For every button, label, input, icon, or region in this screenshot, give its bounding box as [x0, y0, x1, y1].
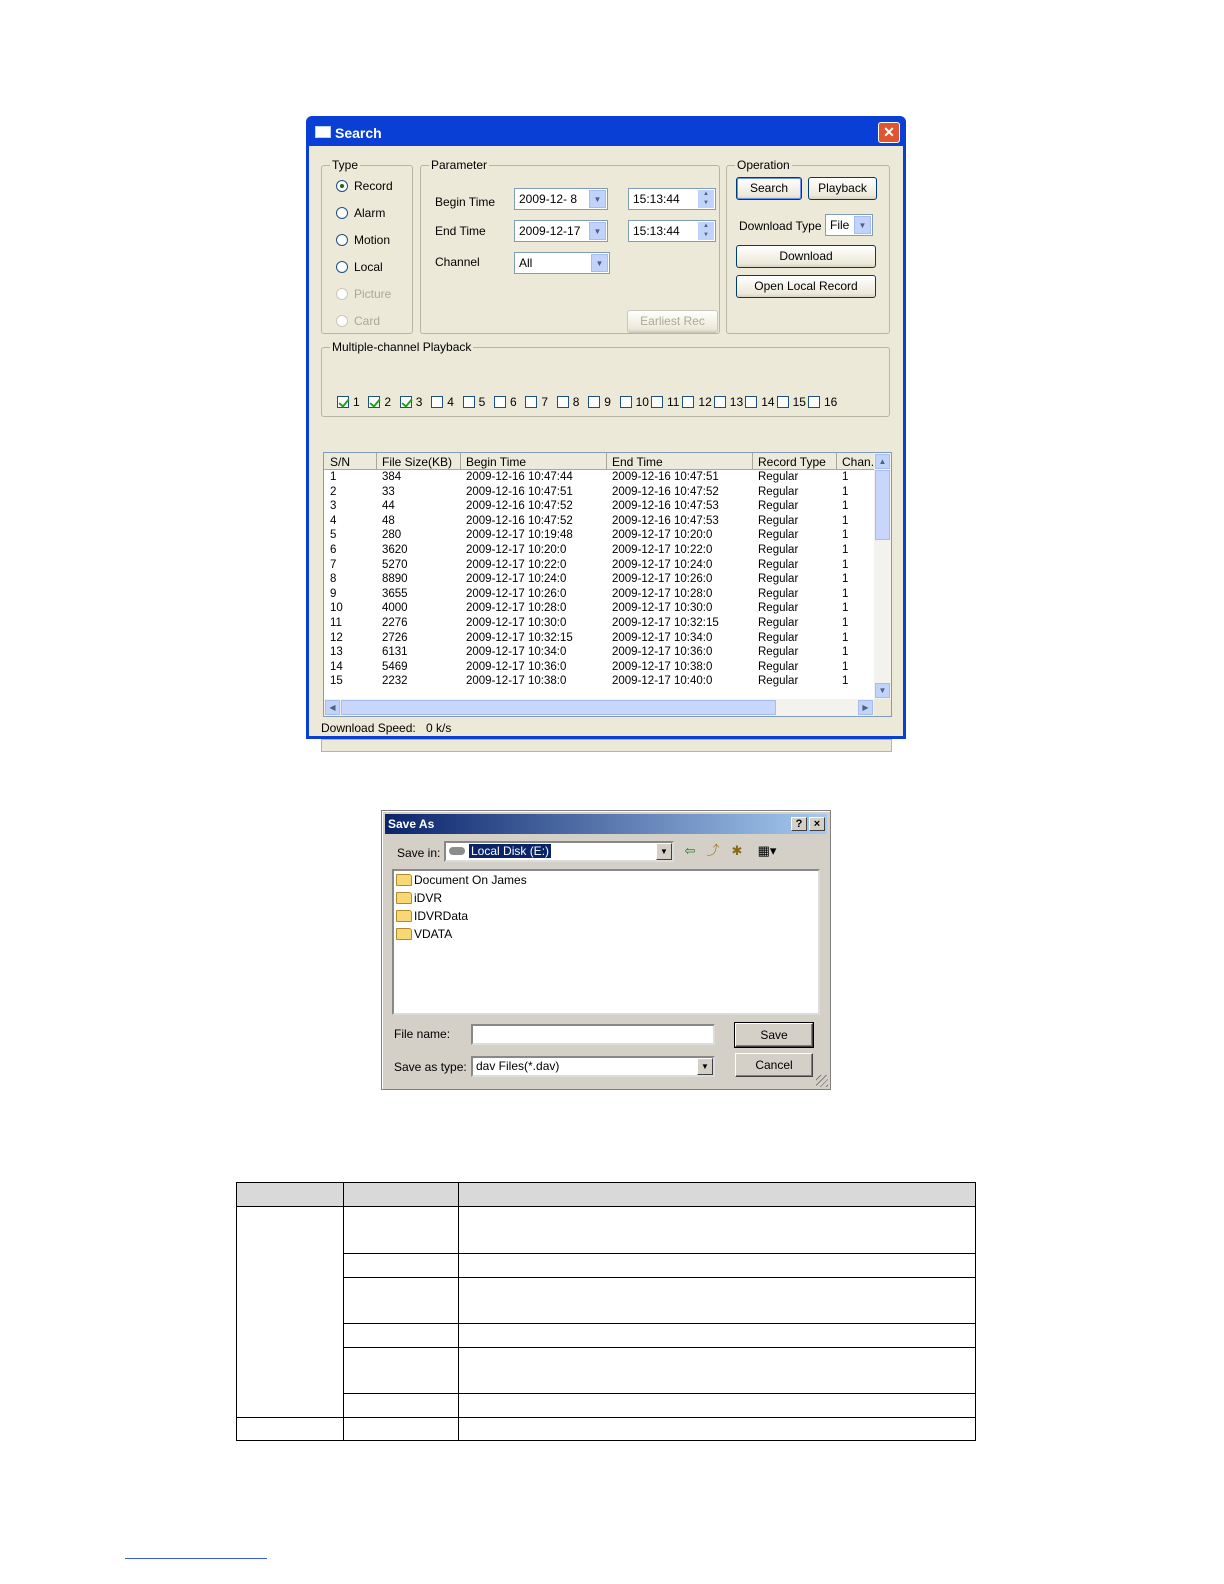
table-cell: Regular: [758, 675, 799, 688]
radio-button: [336, 315, 348, 327]
chevron-down-icon[interactable]: ▼: [656, 843, 672, 860]
channel-checkbox-item[interactable]: [808, 395, 837, 409]
radio-button[interactable]: [336, 234, 348, 246]
chevron-down-icon[interactable]: ▼: [697, 1058, 713, 1075]
multi-channel-playback-legend: Multiple-channel Playback: [332, 340, 472, 354]
end-date-value: 2009-12-17: [519, 224, 581, 238]
table-cell: 2009-12-17 10:38:0: [612, 660, 713, 673]
spin-down-icon[interactable]: ▼: [698, 231, 714, 240]
table-cell: 6131: [382, 646, 408, 659]
channel-checkbox-label: 2: [384, 395, 392, 409]
type-group-legend: Type: [332, 158, 359, 172]
type-option: [336, 287, 391, 301]
table-cell: 2276: [382, 616, 408, 629]
channel-checkbox-item[interactable]: [463, 395, 486, 409]
table-row[interactable]: [324, 528, 875, 543]
table-cell: 10: [330, 602, 343, 615]
end-date-combo[interactable]: [514, 220, 608, 242]
checkbox[interactable]: [588, 396, 600, 408]
table-cell: Regular: [758, 514, 799, 527]
table-row-divider: [343, 1347, 975, 1348]
table-cell: 5270: [382, 558, 408, 571]
type-option[interactable]: [336, 260, 383, 274]
table-cell: Regular: [758, 529, 799, 542]
table-cell: Regular: [758, 573, 799, 586]
table-cell: Regular: [758, 602, 799, 615]
table-cell: Regular: [758, 660, 799, 673]
table-cell: 2009-12-16 10:47:52: [612, 485, 719, 498]
chevron-down-icon[interactable]: ▼: [854, 216, 871, 234]
table-row-divider: [237, 1417, 975, 1418]
folder-icon: [396, 874, 412, 886]
channel-label: Channel: [435, 255, 480, 269]
table-row[interactable]: [324, 587, 875, 602]
folder-name: VDATA: [414, 927, 453, 941]
table-row-divider: [343, 1393, 975, 1394]
save-button[interactable]: Save: [735, 1023, 813, 1047]
save-as-dialog: [381, 810, 831, 1090]
search-title-bar: [309, 116, 903, 150]
table-cell: 1: [842, 675, 849, 688]
scroll-corner: [874, 699, 891, 716]
parameter-group-legend: Parameter: [431, 158, 488, 172]
table-row[interactable]: [324, 572, 875, 587]
table-cell: 2009-12-17 10:34:0: [466, 646, 567, 659]
channel-checkbox-item[interactable]: [494, 395, 517, 409]
table-row[interactable]: [324, 470, 875, 485]
scroll-thumb[interactable]: [875, 470, 890, 540]
begin-time-value: 15:13:44: [633, 192, 680, 206]
channel-checkbox-item[interactable]: [777, 395, 806, 409]
type-option[interactable]: [336, 206, 385, 220]
table-row[interactable]: [324, 601, 875, 616]
table-cell: 5: [330, 529, 337, 542]
download-type-value: File: [830, 218, 850, 232]
operation-group-legend: Operation: [737, 158, 790, 172]
help-icon[interactable]: ?: [791, 817, 807, 831]
table-cell: Regular: [758, 646, 799, 659]
table-cell: 2009-12-16 10:47:44: [466, 471, 573, 483]
table-cell: Regular: [758, 543, 799, 556]
spin-up-icon[interactable]: ▲: [698, 190, 714, 199]
channel-checkbox-item[interactable]: [400, 395, 423, 409]
table-cell: 5469: [382, 660, 408, 673]
checkbox[interactable]: [400, 396, 412, 408]
resize-grip-icon[interactable]: [816, 1075, 828, 1087]
table-cell: 2009-12-17 10:38:0: [466, 675, 567, 688]
download-type-combo[interactable]: [825, 214, 873, 236]
type-option: [336, 314, 380, 328]
table-cell: 8890: [382, 573, 408, 586]
channel-checkbox-label: 12: [698, 395, 712, 409]
table-cell: 1: [842, 529, 849, 542]
save-as-title: Save As: [388, 817, 435, 831]
table-cell: 384: [382, 471, 402, 483]
table-cell: Regular: [758, 485, 799, 498]
save-as-type-label: Save as type:: [394, 1060, 467, 1074]
table-row[interactable]: [324, 543, 875, 558]
channel-checkbox-item[interactable]: [588, 395, 611, 409]
channel-checkbox-label: 1: [353, 395, 360, 409]
table-row[interactable]: [324, 616, 875, 631]
column-header[interactable]: S/N: [330, 455, 351, 469]
channel-checkbox-label: 9: [604, 395, 611, 409]
table-cell: 1: [842, 514, 849, 527]
table-cell: 1: [842, 616, 849, 629]
table-cell: 1: [842, 660, 849, 673]
back-icon[interactable]: ⇦: [684, 843, 696, 858]
table-column-divider: [458, 1183, 459, 1440]
table-row[interactable]: [324, 558, 875, 573]
checkbox[interactable]: [525, 396, 537, 408]
radio-button[interactable]: [336, 207, 348, 219]
table-cell: 2232: [382, 675, 408, 688]
table-cell: 2009-12-17 10:20:0: [612, 529, 713, 542]
save-in-label: Save in:: [397, 846, 441, 860]
table-cell: 9: [330, 587, 337, 600]
save-as-type-combo[interactable]: [471, 1056, 715, 1077]
checkbox[interactable]: [620, 396, 632, 408]
table-cell: 4000: [382, 602, 408, 615]
horizontal-scrollbar[interactable]: [324, 699, 875, 716]
scroll-thumb[interactable]: [341, 700, 776, 715]
drive-icon: [449, 847, 465, 855]
table-row[interactable]: [324, 645, 875, 660]
checkbox[interactable]: [557, 396, 569, 408]
table-cell: 15: [330, 675, 343, 688]
channel-checkbox-item[interactable]: [745, 395, 774, 409]
table-cell: 1: [842, 543, 849, 556]
table-cell: 33: [382, 485, 395, 498]
channel-checkbox-label: 8: [572, 395, 580, 409]
checkbox[interactable]: [745, 396, 757, 408]
operation-group: [726, 158, 890, 334]
column-divider[interactable]: [606, 453, 607, 470]
table-cell: 2009-12-16 10:47:52: [466, 514, 573, 527]
table-cell: 2726: [382, 631, 408, 644]
folder-icon: [396, 928, 412, 940]
table-cell: Regular: [758, 500, 799, 513]
type-option[interactable]: [336, 233, 390, 247]
channel-checkbox-item[interactable]: [620, 395, 649, 409]
table-cell: 2009-12-16 10:47:52: [466, 500, 573, 513]
list-header: [324, 453, 875, 470]
table-cell: 3620: [382, 543, 408, 556]
table-row-divider: [343, 1323, 975, 1324]
table-cell: 1: [842, 631, 849, 644]
open-local-record-button[interactable]: Open Local Record: [736, 275, 876, 298]
scroll-up-icon[interactable]: ▲: [875, 454, 890, 469]
download-progress-bar: [321, 739, 892, 752]
scroll-right-icon[interactable]: ▶: [858, 700, 873, 715]
table-row-divider: [343, 1253, 975, 1254]
table-cell: 2009-12-17 10:36:0: [466, 660, 567, 673]
checkbox[interactable]: [463, 396, 475, 408]
table-row[interactable]: [324, 499, 875, 514]
view-menu-icon[interactable]: ▦▾: [757, 843, 777, 858]
folder-name: Document On James: [414, 873, 527, 887]
table-cell: 2009-12-17 10:40:0: [612, 675, 713, 688]
close-icon[interactable]: ✕: [878, 122, 900, 143]
checkbox[interactable]: [714, 396, 726, 408]
table-cell: 2009-12-17 10:32:15: [612, 616, 719, 629]
channel-value: All: [519, 256, 533, 270]
table-cell: 7: [330, 558, 337, 571]
save-in-value: Local Disk (E:): [471, 844, 550, 858]
record-list[interactable]: [323, 452, 892, 717]
table-cell: 1: [842, 471, 849, 483]
folder-name: IDVRData: [414, 909, 469, 923]
type-group: [321, 158, 413, 334]
search-button[interactable]: Search: [736, 177, 802, 200]
table-cell: Regular: [758, 631, 799, 644]
column-header[interactable]: End Time: [612, 455, 663, 469]
chevron-down-icon[interactable]: ▼: [589, 190, 606, 208]
scroll-left-icon[interactable]: ◀: [325, 700, 340, 715]
table-cell: 2: [330, 485, 337, 498]
channel-checkbox-label: 14: [761, 395, 775, 409]
channel-checkbox-label: 7: [541, 395, 549, 409]
table-cell: 2009-12-16 10:47:51: [466, 485, 573, 498]
playback-button[interactable]: Playback: [808, 177, 877, 200]
begin-time-label: Begin Time: [435, 195, 496, 209]
table-cell: 2009-12-17 10:34:0: [612, 631, 713, 644]
table-row[interactable]: [324, 674, 875, 689]
channel-checkbox-item[interactable]: [557, 395, 580, 409]
vertical-scrollbar[interactable]: [874, 453, 891, 700]
table-cell: 12: [330, 631, 343, 644]
channel-checkbox-item[interactable]: [714, 395, 743, 409]
download-button[interactable]: Download: [736, 245, 876, 268]
table-cell: 44: [382, 500, 395, 513]
column-divider[interactable]: [376, 453, 377, 470]
checkbox[interactable]: [651, 396, 663, 408]
save-as-title-bar: [385, 814, 827, 834]
new-folder-icon[interactable]: ✱: [731, 843, 743, 858]
table-cell: 2009-12-17 10:36:0: [612, 646, 713, 659]
column-divider[interactable]: [752, 453, 753, 470]
download-type-label: Download Type: [739, 219, 822, 233]
end-time-label: End Time: [435, 224, 486, 238]
close-icon[interactable]: ×: [809, 817, 825, 831]
file-name-input[interactable]: [471, 1024, 715, 1045]
channel-checkbox-label: 10: [635, 395, 649, 409]
radio-button: [336, 288, 348, 300]
table-cell: 1: [842, 602, 849, 615]
radio-button[interactable]: [336, 261, 348, 273]
channel-checkbox-item[interactable]: [337, 395, 360, 409]
type-option-label: Alarm: [354, 206, 386, 220]
type-option-label: Motion: [354, 233, 391, 247]
checkbox[interactable]: [494, 396, 506, 408]
search-window: [306, 116, 906, 739]
column-header[interactable]: Record Type: [758, 455, 826, 469]
table-cell: Regular: [758, 587, 799, 600]
channel-checkbox-label: 13: [729, 395, 744, 409]
checkbox[interactable]: [682, 396, 694, 408]
save-in-combo[interactable]: [444, 841, 674, 862]
save-as-type-value: dav Files(*.dav): [476, 1059, 560, 1073]
begin-date-value: 2009-12- 8: [519, 192, 578, 206]
table-cell: 2009-12-17 10:30:0: [466, 616, 567, 629]
table-cell: Regular: [758, 558, 799, 571]
list-item[interactable]: [396, 891, 442, 905]
checkbox[interactable]: [777, 396, 789, 408]
channel-checkbox-label: 15: [792, 395, 806, 409]
checkbox[interactable]: [368, 396, 380, 408]
document-table: [236, 1182, 976, 1441]
table-cell: 3: [330, 500, 337, 513]
table-cell: 2009-12-17 10:28:0: [612, 587, 713, 600]
column-header[interactable]: Begin Time: [466, 455, 527, 469]
type-option-label: Local: [354, 260, 383, 274]
channel-checkbox-item[interactable]: [525, 395, 548, 409]
file-name-label: File name:: [394, 1027, 451, 1041]
footnote-rule: [125, 1558, 267, 1559]
column-divider[interactable]: [836, 453, 837, 470]
type-option[interactable]: [336, 179, 393, 193]
table-header-row: [237, 1183, 975, 1207]
download-speed-value: 0 k/s: [426, 721, 452, 735]
folder-icon: [396, 910, 412, 922]
table-cell: 2009-12-17 10:26:0: [612, 573, 713, 586]
spin-down-icon[interactable]: ▼: [698, 199, 714, 208]
table-cell: 2009-12-17 10:24:0: [612, 558, 713, 571]
table-cell: Regular: [758, 471, 799, 483]
table-cell: 1: [842, 558, 849, 571]
type-option-label: Card: [354, 314, 381, 328]
download-speed-label: Download Speed:: [321, 721, 416, 735]
table-cell: 2009-12-17 10:30:0: [612, 602, 713, 615]
column-divider[interactable]: [460, 453, 461, 470]
table-cell: 3655: [382, 587, 408, 600]
channel-checkbox-label: 3: [415, 395, 423, 409]
table-row-divider: [343, 1277, 975, 1278]
table-column-divider: [343, 1183, 344, 1440]
end-time-spinner[interactable]: [628, 220, 716, 242]
table-cell: 2009-12-17 10:32:15: [466, 631, 573, 644]
earliest-rec-button[interactable]: Earliest Rec: [627, 310, 718, 333]
channel-checkbox-item[interactable]: [651, 395, 679, 409]
channel-checkbox-label: 16: [824, 395, 838, 409]
table-cell: 1: [842, 485, 849, 498]
list-item[interactable]: [396, 873, 527, 887]
begin-date-combo[interactable]: [514, 188, 608, 210]
table-cell: 1: [842, 573, 849, 586]
table-row[interactable]: [324, 631, 875, 646]
table-cell: Regular: [758, 616, 799, 629]
table-cell: 2009-12-16 10:47:53: [612, 514, 719, 527]
table-cell: 1: [842, 587, 849, 600]
window-icon: [315, 126, 331, 138]
type-option-label: Record: [354, 179, 393, 193]
chevron-down-icon[interactable]: ▼: [591, 254, 608, 272]
search-window-title: Search: [335, 125, 382, 141]
table-row[interactable]: [324, 660, 875, 675]
table-cell: 1: [842, 646, 849, 659]
radio-button[interactable]: [336, 180, 348, 192]
folder-name: iDVR: [414, 891, 443, 905]
scroll-down-icon[interactable]: ▼: [875, 683, 890, 698]
channel-checkbox-label: 4: [447, 395, 454, 409]
table-cell: 48: [382, 514, 395, 527]
table-cell: 6: [330, 543, 337, 556]
list-item[interactable]: [396, 927, 452, 941]
table-cell: 2009-12-17 10:20:0: [466, 543, 567, 556]
folder-list[interactable]: [392, 869, 820, 1015]
table-cell: 2009-12-16 10:47:51: [612, 471, 719, 483]
table-cell: 2009-12-17 10:22:0: [612, 543, 713, 556]
spin-up-icon[interactable]: ▲: [698, 222, 714, 231]
column-header[interactable]: File Size(KB): [382, 455, 453, 469]
table-cell: 2009-12-17 10:19:48: [466, 529, 573, 542]
table-cell: 2009-12-17 10:24:0: [466, 573, 567, 586]
type-option-label: Picture: [354, 287, 392, 301]
cancel-button[interactable]: Cancel: [735, 1053, 813, 1077]
table-cell: 2009-12-17 10:22:0: [466, 558, 567, 571]
table-cell: 14: [330, 660, 343, 673]
checkbox[interactable]: [431, 396, 443, 408]
channel-checkbox-label: 5: [478, 395, 486, 409]
table-cell: 2009-12-17 10:28:0: [466, 602, 567, 615]
chevron-down-icon[interactable]: ▼: [589, 222, 606, 240]
table-cell: 1: [330, 471, 337, 483]
end-time-value: 15:13:44: [633, 224, 680, 238]
channel-checkbox-label: 6: [510, 395, 517, 409]
channel-checkbox-label: 11: [667, 395, 680, 409]
table-cell: 13: [330, 646, 343, 659]
up-folder-icon[interactable]: ⤴: [706, 843, 720, 858]
search-client-area: [309, 146, 903, 736]
list-item[interactable]: [396, 909, 468, 923]
checkbox[interactable]: [337, 396, 349, 408]
table-cell: 2009-12-17 10:26:0: [466, 587, 567, 600]
table-row[interactable]: [324, 514, 875, 529]
table-cell: 2009-12-16 10:47:53: [612, 500, 719, 513]
parameter-group: [420, 158, 720, 334]
table-cell: 8: [330, 573, 337, 586]
begin-time-spinner[interactable]: [628, 188, 716, 210]
channel-checkbox-item[interactable]: [431, 395, 454, 409]
checkbox[interactable]: [808, 396, 820, 408]
folder-icon: [396, 892, 412, 904]
channel-checkbox-item[interactable]: [368, 395, 391, 409]
table-row[interactable]: [324, 485, 875, 500]
column-header[interactable]: Chan.: [842, 455, 875, 469]
channel-combo[interactable]: [514, 252, 610, 274]
table-cell: 280: [382, 529, 402, 542]
table-cell: 4: [330, 514, 337, 527]
table-cell: 11: [330, 616, 342, 629]
channel-checkbox-item[interactable]: [682, 395, 711, 409]
list-rows: [324, 470, 875, 700]
table-cell: 1: [842, 500, 849, 513]
